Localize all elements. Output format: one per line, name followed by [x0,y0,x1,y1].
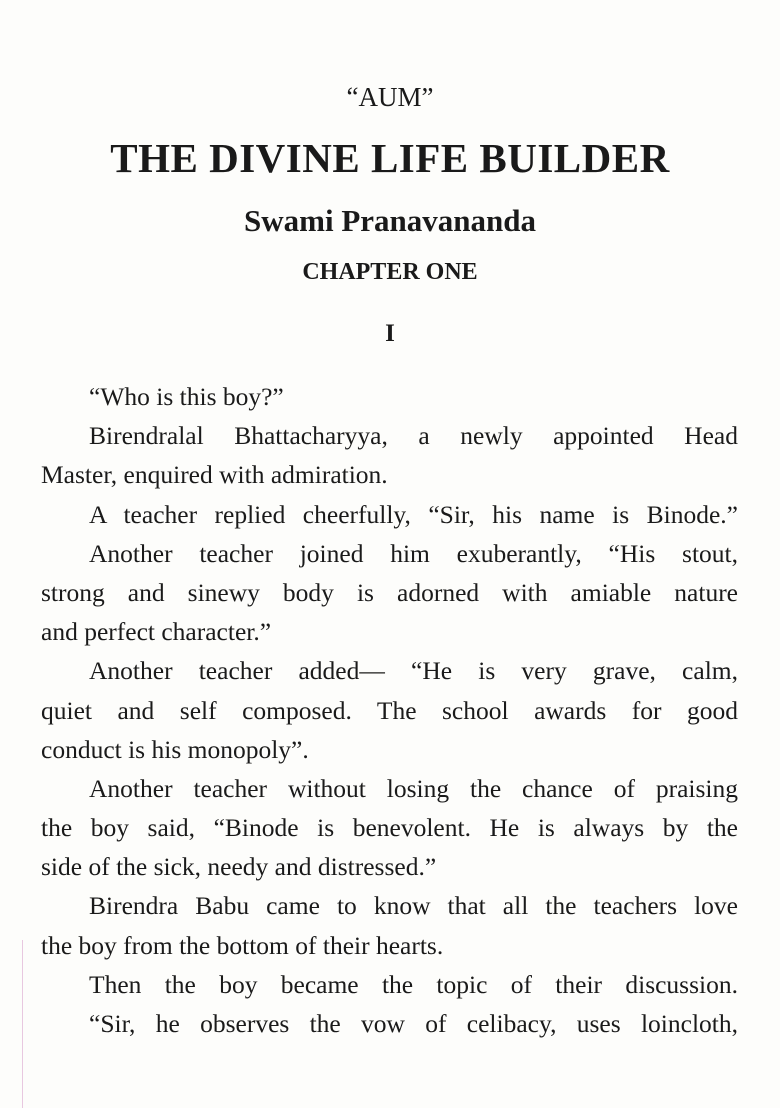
section-number: I [385,320,395,347]
author-name: Swami Pranavananda [244,203,536,238]
paragraph [41,886,738,964]
text-line: Master, enquired with admiration. [41,460,388,490]
paragraph [41,651,738,769]
text-line: Another teacher joined him exuberantly, “His stout, [89,538,738,568]
paragraph [41,416,738,494]
paragraph [41,965,738,1004]
paragraph [41,769,738,887]
margin-mark [22,940,23,1108]
book-title: THE DIVINE LIFE BUILDER [110,135,670,181]
text-line: conduct is his monopoly”. [41,734,309,764]
text-line: Birendralal Bhattacharyya, a newly appointed Head [89,421,738,451]
text-line: “Sir, he observes the vow of celibacy, uses loincloth, [89,1009,738,1038]
text-line: Then the boy became the topic of their discussion. [89,969,738,999]
text-line: quiet and self composed. The school awards for good [41,695,738,725]
body-text [41,377,738,1043]
text-line: Birendra Babu came to know that all the teachers love [89,891,738,921]
paragraph [41,1004,738,1043]
paragraph [41,534,738,652]
aum-heading: “AUM” [346,82,434,112]
chapter-heading: CHAPTER ONE [302,259,478,285]
text-line: and perfect character.” [41,617,272,647]
text-line: Another teacher without losing the chance of praising [89,773,738,803]
text-line: side of the sick, needy and distressed.” [41,852,437,882]
text-line: Another teacher added— “He is very grave, calm, [89,656,738,686]
text-line: the boy said, “Binode is benevolent. He is always by the [41,813,738,843]
text-line: strong and sinewy body is adorned with amiable nature [41,577,738,607]
paragraph [41,495,738,534]
text-line: “Who is this boy?” [89,382,284,411]
paragraph [41,377,738,416]
text-line: the boy from the bottom of their hearts. [41,930,444,960]
text-line: A teacher replied cheerfully, “Sir, his name is Binode.” [89,499,738,529]
